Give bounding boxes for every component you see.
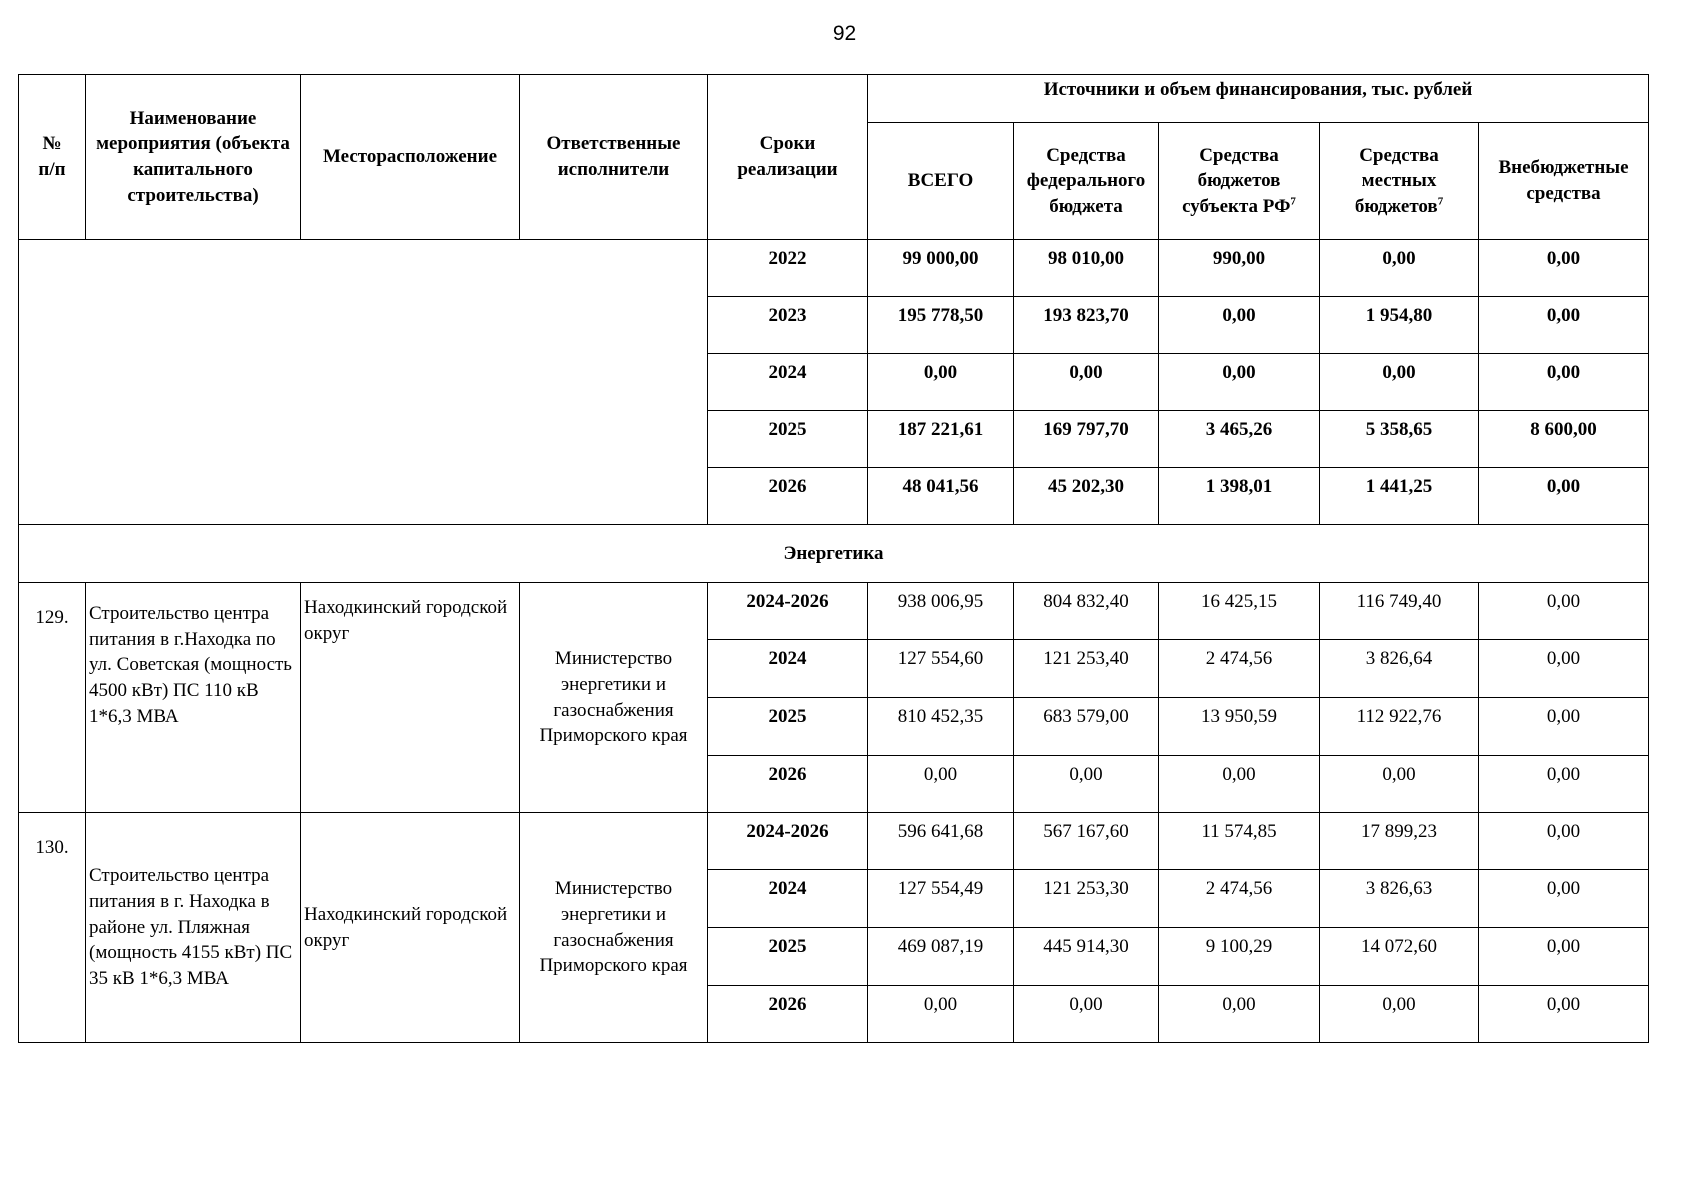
- year-cell: 2026: [708, 756, 868, 813]
- year-cell: 2026: [708, 468, 868, 525]
- header-num: № п/п: [19, 75, 86, 240]
- total-cell: 596 641,68: [868, 813, 1014, 870]
- subject-cell: 990,00: [1159, 240, 1320, 297]
- year-cell: 2025: [708, 928, 868, 986]
- item-executor: Министерство энергетики и газоснабжения Приморского края: [520, 813, 708, 1043]
- federal-cell: 169 797,70: [1014, 411, 1159, 468]
- year-cell: 2024: [708, 870, 868, 928]
- local-cell: 17 899,23: [1320, 813, 1479, 870]
- total-cell: 48 041,56: [868, 468, 1014, 525]
- federal-cell: 45 202,30: [1014, 468, 1159, 525]
- federal-cell: 193 823,70: [1014, 297, 1159, 354]
- federal-cell: 121 253,40: [1014, 640, 1159, 698]
- carryover-blank: [19, 240, 708, 525]
- extra-cell: 8 600,00: [1479, 411, 1649, 468]
- header-local-text: Средства местных бюджетов: [1354, 144, 1439, 217]
- total-cell: 0,00: [868, 986, 1014, 1043]
- extra-cell: 0,00: [1479, 240, 1649, 297]
- header-total: ВСЕГО: [868, 123, 1014, 240]
- header-terms: Сроки реализации: [708, 75, 868, 240]
- federal-cell: 567 167,60: [1014, 813, 1159, 870]
- year-cell: 2024-2026: [708, 813, 868, 870]
- table-row: [19, 813, 1649, 870]
- item-name: Строительство центра питания в г. Находка в районе ул. Пляжная (мощность 4155 кВт) ПС 35 кВ 1*6,3 МВА: [86, 813, 301, 1043]
- total-cell: 127 554,49: [868, 870, 1014, 928]
- table-row: [19, 583, 1649, 640]
- federal-cell: 804 832,40: [1014, 583, 1159, 640]
- subject-cell: 2 474,56: [1159, 870, 1320, 928]
- local-cell: 1 954,80: [1320, 297, 1479, 354]
- header-funding-group: Источники и объем финансирования, тыс. рублей: [868, 75, 1649, 123]
- table-row: [19, 240, 1649, 297]
- federal-cell: 0,00: [1014, 354, 1159, 411]
- local-cell: 3 826,63: [1320, 870, 1479, 928]
- header-subject-text: Средства бюджетов субъекта РФ: [1182, 144, 1291, 217]
- total-cell: 99 000,00: [868, 240, 1014, 297]
- footnote-mark: 7: [1290, 195, 1296, 208]
- section-title: Энергетика: [19, 525, 1649, 583]
- extra-cell: 0,00: [1479, 468, 1649, 525]
- financing-table: [18, 74, 1649, 1043]
- federal-cell: 683 579,00: [1014, 698, 1159, 756]
- subject-cell: 9 100,29: [1159, 928, 1320, 986]
- subject-cell: 2 474,56: [1159, 640, 1320, 698]
- local-cell: 0,00: [1320, 756, 1479, 813]
- header-extra: Внебюджетные средства: [1479, 123, 1649, 240]
- header-name: Наименование мероприятия (объекта капитального строительства): [86, 75, 301, 240]
- item-location: Находкинский городской округ: [301, 583, 520, 813]
- federal-cell: 98 010,00: [1014, 240, 1159, 297]
- subject-cell: 0,00: [1159, 986, 1320, 1043]
- local-cell: 116 749,40: [1320, 583, 1479, 640]
- subject-cell: 0,00: [1159, 756, 1320, 813]
- federal-cell: 0,00: [1014, 986, 1159, 1043]
- subject-cell: 0,00: [1159, 297, 1320, 354]
- subject-cell: 1 398,01: [1159, 468, 1320, 525]
- extra-cell: 0,00: [1479, 583, 1649, 640]
- extra-cell: 0,00: [1479, 756, 1649, 813]
- extra-cell: 0,00: [1479, 297, 1649, 354]
- local-cell: 3 826,64: [1320, 640, 1479, 698]
- header-subject: [1159, 123, 1320, 240]
- local-cell: 0,00: [1320, 986, 1479, 1043]
- local-cell: 112 922,76: [1320, 698, 1479, 756]
- footnote-mark: 7: [1437, 195, 1444, 208]
- extra-cell: 0,00: [1479, 813, 1649, 870]
- subject-cell: 3 465,26: [1159, 411, 1320, 468]
- federal-cell: 121 253,30: [1014, 870, 1159, 928]
- header-location: Месторасположение: [301, 75, 520, 240]
- subject-cell: 11 574,85: [1159, 813, 1320, 870]
- year-cell: 2024: [708, 354, 868, 411]
- local-cell: 0,00: [1320, 354, 1479, 411]
- subject-cell: 0,00: [1159, 354, 1320, 411]
- subject-cell: 16 425,15: [1159, 583, 1320, 640]
- federal-cell: 445 914,30: [1014, 928, 1159, 986]
- item-index: 129.: [19, 583, 86, 813]
- item-index: 130.: [19, 813, 86, 1043]
- local-cell: 0,00: [1320, 240, 1479, 297]
- header-federal: Средства федерального бюджета: [1014, 123, 1159, 240]
- section-row: [19, 525, 1649, 583]
- table-header: [19, 75, 1649, 240]
- year-cell: 2026: [708, 986, 868, 1043]
- total-cell: 187 221,61: [868, 411, 1014, 468]
- extra-cell: 0,00: [1479, 698, 1649, 756]
- extra-cell: 0,00: [1479, 928, 1649, 986]
- extra-cell: 0,00: [1479, 354, 1649, 411]
- year-cell: 2024: [708, 640, 868, 698]
- header-executors: Ответственные исполнители: [520, 75, 708, 240]
- total-cell: 469 087,19: [868, 928, 1014, 986]
- local-cell: 14 072,60: [1320, 928, 1479, 986]
- total-cell: 0,00: [868, 756, 1014, 813]
- item-executor: Министерство энергетики и газоснабжения Приморского края: [520, 583, 708, 813]
- header-local: [1320, 123, 1479, 240]
- extra-cell: 0,00: [1479, 640, 1649, 698]
- year-cell: 2025: [708, 698, 868, 756]
- total-cell: 0,00: [868, 354, 1014, 411]
- year-cell: 2023: [708, 297, 868, 354]
- total-cell: 127 554,60: [868, 640, 1014, 698]
- subject-cell: 13 950,59: [1159, 698, 1320, 756]
- item-name: Строительство центра питания в г.Находка по ул. Советская (мощность 4500 кВт) ПС 110 кВ 1*6,3 МВА: [86, 583, 301, 813]
- total-cell: 195 778,50: [868, 297, 1014, 354]
- item-location: Находкинский городской округ: [301, 813, 520, 1043]
- year-cell: 2025: [708, 411, 868, 468]
- federal-cell: 0,00: [1014, 756, 1159, 813]
- local-cell: 1 441,25: [1320, 468, 1479, 525]
- year-cell: 2024-2026: [708, 583, 868, 640]
- extra-cell: 0,00: [1479, 986, 1649, 1043]
- year-cell: 2022: [708, 240, 868, 297]
- total-cell: 810 452,35: [868, 698, 1014, 756]
- total-cell: 938 006,95: [868, 583, 1014, 640]
- extra-cell: 0,00: [1479, 870, 1649, 928]
- page-number: 92: [832, 22, 857, 45]
- local-cell: 5 358,65: [1320, 411, 1479, 468]
